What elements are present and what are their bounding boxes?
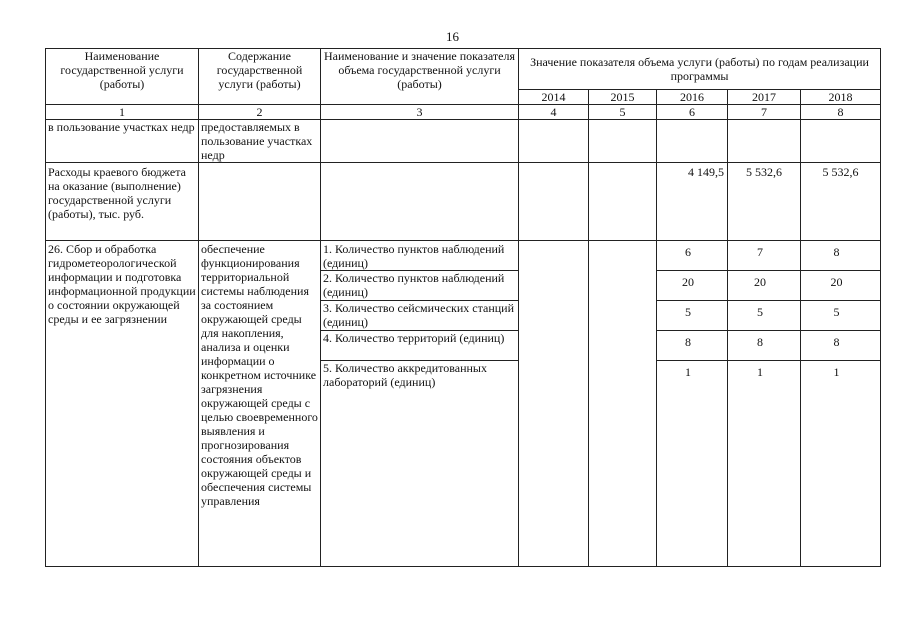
header-indicator: Наименование и значение показателя объема государственной услуги (работы) <box>321 49 519 105</box>
budget-2016: 4 149,5 <box>657 163 728 241</box>
column-number-row <box>46 105 881 120</box>
empty-cell <box>589 120 657 163</box>
page-number: 16 <box>446 29 459 44</box>
value-2018: 1 <box>833 365 840 379</box>
services-table <box>45 48 881 567</box>
empty-cell <box>519 163 589 241</box>
col-number: 6 <box>657 105 728 120</box>
value-2017: 20 <box>728 271 800 301</box>
values-2016-cell <box>657 241 728 567</box>
service-name-cell: 26. Сбор и обработка гидрометеорологической информации и подготовка информационной продукции о состоянии окружающей среды и ее загрязнении <box>46 241 199 567</box>
value-2017: 7 <box>728 241 800 271</box>
service-content-cell: предоставляемых в пользование участках недр <box>199 120 321 163</box>
value-2017: 5 <box>728 301 800 331</box>
table-row <box>46 163 881 241</box>
year-2015: 2015 <box>589 90 657 105</box>
value-2016: 1 <box>685 365 691 379</box>
value-2018: 8 <box>801 331 880 361</box>
value-2016: 5 <box>657 301 727 331</box>
indicator-label: 1. Количество пунктов наблюдений (единиц) <box>321 241 518 271</box>
value-2018: 5 <box>801 301 880 331</box>
indicator-label: 4. Количество территорий (единиц) <box>321 331 518 361</box>
service-name-cell: в пользование участках недр <box>46 120 199 163</box>
col-number: 1 <box>46 105 199 120</box>
col-number: 8 <box>801 105 881 120</box>
col-number: 3 <box>321 105 519 120</box>
col-number: 5 <box>589 105 657 120</box>
budget-2017: 5 532,6 <box>728 163 801 241</box>
header-service-name: Наименование государственной услуги (работы) <box>46 49 199 105</box>
year-2014: 2014 <box>519 90 589 105</box>
table-row <box>46 120 881 163</box>
value-2017: 8 <box>728 331 800 361</box>
empty-cell <box>321 120 519 163</box>
empty-cell <box>728 120 801 163</box>
empty-cell <box>657 120 728 163</box>
budget-2018: 5 532,6 <box>801 163 881 241</box>
empty-cell <box>199 163 321 241</box>
col-number: 4 <box>519 105 589 120</box>
value-2018: 20 <box>801 271 880 301</box>
empty-cell <box>321 163 519 241</box>
empty-cell <box>589 163 657 241</box>
indicator-label: 3. Количество сейсмических станций (единиц) <box>321 301 518 331</box>
indicators-cell <box>321 241 519 567</box>
empty-cell <box>519 241 589 567</box>
table-row <box>46 241 881 567</box>
header-years-group: Значение показателя объема услуги (работы) по годам реализации программы <box>519 49 881 90</box>
value-2017: 1 <box>757 365 763 379</box>
empty-cell <box>801 120 881 163</box>
empty-cell <box>589 241 657 567</box>
value-2016: 8 <box>657 331 727 361</box>
empty-cell <box>519 120 589 163</box>
budget-label-cell: Расходы краевого бюджета на оказание (выполнение) государственной услуги (работы), тыс. руб. <box>46 163 199 241</box>
header-service-content: Содержание государственной услуги (работы) <box>199 49 321 105</box>
value-2016: 20 <box>657 271 727 301</box>
col-number: 2 <box>199 105 321 120</box>
service-content-cell: обеспечение функционирования территориальной системы наблюдения за состоянием окружающей среды для накопления, анализа и оценки информации о конкретном источнике загрязнения окружающей среды с целью своевременного выявления и прогнозирования состояния объектов окружающей среды и обеспечения системы управления <box>199 241 321 567</box>
values-2018-cell <box>801 241 881 567</box>
indicator-label: 5. Количество аккредитованных лабораторий (единиц) <box>323 361 487 389</box>
values-2017-cell <box>728 241 801 567</box>
year-2018: 2018 <box>801 90 881 105</box>
value-2016: 6 <box>657 241 727 271</box>
col-number: 7 <box>728 105 801 120</box>
year-2017: 2017 <box>728 90 801 105</box>
header-row <box>46 49 881 90</box>
value-2018: 8 <box>801 241 880 271</box>
indicator-label: 2. Количество пунктов наблюдений (единиц) <box>321 271 518 301</box>
year-2016: 2016 <box>657 90 728 105</box>
